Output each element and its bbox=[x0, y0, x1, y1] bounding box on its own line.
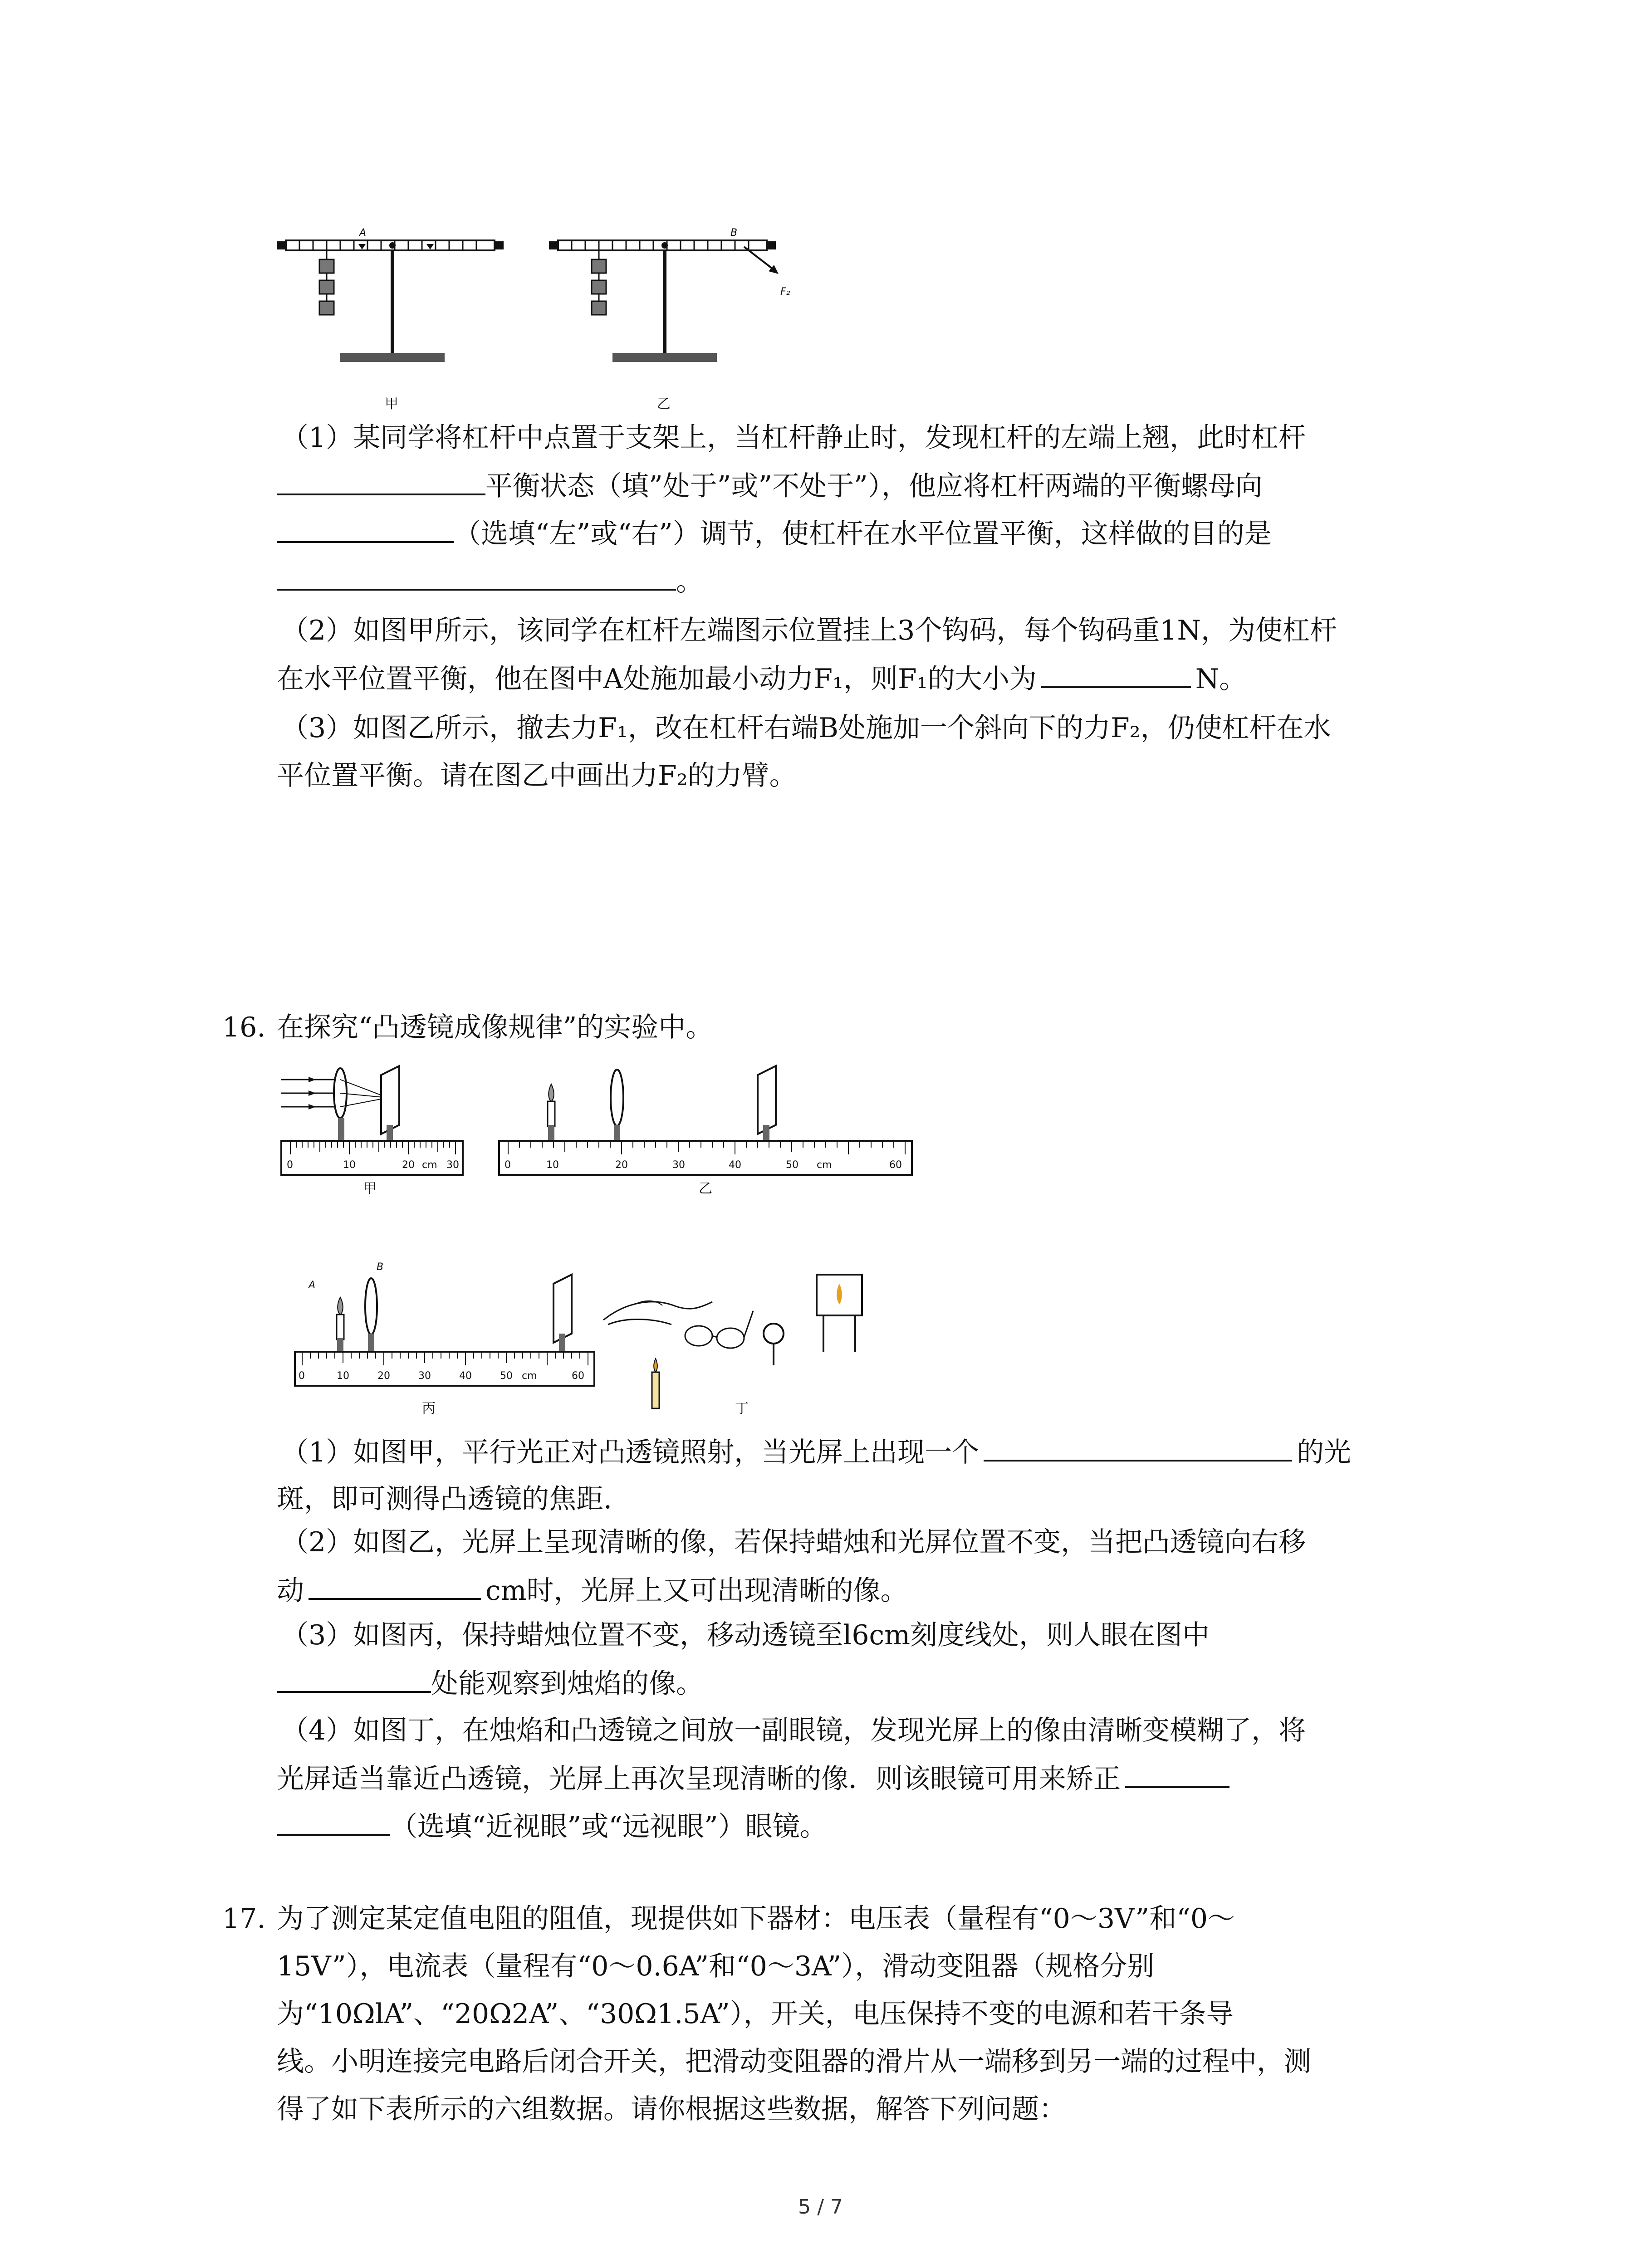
ruler-yi-tick-10: 10 bbox=[546, 1159, 559, 1171]
ruler-bing-tick-10: 10 bbox=[337, 1370, 349, 1382]
q15-part1-line1: （1）某同学将杠杆中点置于支架上，当杠杆静止时，发现杠杆的左端上翘，此时杠杆 bbox=[281, 422, 1306, 454]
q16-part3-line2: 处能观察到烛焰的像。 bbox=[277, 1665, 703, 1702]
q17-line2: 15V”），电流表（量程有“0～0.6A”和“0～3A”），滑动变阻器（规格分别 bbox=[277, 1950, 1155, 1982]
ruler-yi-tick-30: 30 bbox=[672, 1159, 685, 1171]
lever-yi-label: 乙 bbox=[657, 396, 671, 412]
lever-figure bbox=[272, 218, 817, 426]
ruler-jia-unit: cm bbox=[422, 1159, 437, 1171]
lens-ding bbox=[603, 1275, 862, 1417]
lens-yi bbox=[499, 1066, 912, 1197]
q15-part2-line1: （2）如图甲所示，该同学在杠杆左端图示位置挂上3个钩码，每个钩码重1N，为使杠杆 bbox=[281, 615, 1337, 646]
ruler-yi-tick-60: 60 bbox=[889, 1159, 902, 1171]
q17-line1: 为了测定某定值电阻的阻值，现提供如下器材：电压表（量程有“0～3V”和“0～ bbox=[277, 1903, 1235, 1935]
ruler-bing-tick-40: 40 bbox=[459, 1370, 472, 1382]
q16-part1-line1: （1）如图甲，平行光正对凸透镜照射，当光屏上出现一个 的光 bbox=[281, 1433, 1351, 1471]
q16-stem: 在探究“凸透镜成像规律”的实验中。 bbox=[277, 1012, 713, 1043]
lever-yi-point-b: B bbox=[730, 227, 738, 239]
q16-blank-4b[interactable] bbox=[277, 1808, 390, 1836]
ruler-yi-tick-50: 50 bbox=[786, 1159, 798, 1171]
q16-blank-4a[interactable] bbox=[1125, 1760, 1230, 1788]
q15-part1-line4: 。 bbox=[277, 562, 703, 600]
q16-number: 16. bbox=[222, 1012, 266, 1043]
ruler-bing-tick-60: 60 bbox=[572, 1370, 584, 1382]
ruler-yi-tick-40: 40 bbox=[729, 1159, 741, 1171]
q15-blank-3[interactable] bbox=[277, 562, 676, 591]
ruler-bing-tick-50: 50 bbox=[500, 1370, 513, 1382]
lens-bing bbox=[295, 1261, 594, 1417]
q16-blank-1[interactable] bbox=[984, 1433, 1292, 1461]
q16-part2-line1: （2）如图乙，光屏上呈现清晰的像，若保持蜡烛和光屏位置不变，当把凸透镜向右移 bbox=[281, 1526, 1306, 1558]
q15-part3-line1: （3）如图乙所示，撤去力F₁，改在杠杆右端B处施加一个斜向下的力F₂，仍使杠杆在水 bbox=[281, 712, 1331, 744]
ruler-jia-tick-0: 0 bbox=[287, 1159, 293, 1171]
lever-jia-label: 甲 bbox=[385, 396, 398, 412]
lens-ding-label: 丁 bbox=[735, 1401, 749, 1417]
q15-blank-1[interactable] bbox=[277, 467, 485, 495]
q16-blank-3[interactable] bbox=[277, 1665, 431, 1693]
q16-part3-line1: （3）如图丙，保持蜡烛位置不变，移动透镜至l6cm刻度线处，则人眼在图中 bbox=[281, 1619, 1210, 1651]
ruler-yi-unit: cm bbox=[817, 1159, 832, 1171]
ruler-yi-tick-0: 0 bbox=[505, 1159, 511, 1171]
q15-part2-line2: 在水平位置平衡，他在图中A处施加最小动力F₁，则F₁的大小为 N。 bbox=[277, 660, 1246, 697]
q16-part4-line1: （4）如图丁，在烛焰和凸透镜之间放一副眼镜，发现光屏上的像由清晰变模糊了，将 bbox=[281, 1715, 1306, 1746]
q17-line3: 为“10ΩlA”、“20Ω2A”、“30Ω1.5A”），开关，电压保持不变的电源和若干条导 bbox=[277, 1998, 1234, 2030]
lever-jia bbox=[277, 227, 504, 412]
ruler-bing-unit: cm bbox=[522, 1370, 537, 1382]
ruler-bing-tick-20: 20 bbox=[377, 1370, 390, 1382]
lens-yi-label: 乙 bbox=[699, 1181, 712, 1197]
q15-part1-line3: （选填“左”或“右”）调节，使杠杆在水平位置平衡，这样做的目的是 bbox=[277, 515, 1272, 552]
page-number: 5 / 7 bbox=[798, 2195, 843, 2219]
q16-part4-line3: （选填“近视眼”或“远视眼”）眼镜。 bbox=[277, 1808, 827, 1845]
lens-bing-point-b: B bbox=[377, 1261, 384, 1273]
q16-part2-line2: 动 cm时，光屏上又可出现清晰的像。 bbox=[277, 1572, 908, 1609]
q16-blank-2[interactable] bbox=[309, 1572, 481, 1600]
ruler-bing-tick-0: 0 bbox=[299, 1370, 305, 1382]
lens-jia bbox=[281, 1066, 463, 1197]
ruler-bing-tick-30: 30 bbox=[418, 1370, 431, 1382]
lens-figure-top bbox=[272, 1057, 939, 1238]
ruler-jia-tick-10: 10 bbox=[343, 1159, 356, 1171]
ruler-jia-tick-30: 30 bbox=[446, 1159, 459, 1171]
q15-blank-4[interactable] bbox=[1041, 660, 1191, 688]
lever-jia-point-a: A bbox=[359, 227, 367, 239]
lever-yi bbox=[549, 227, 790, 412]
lens-bing-label: 丙 bbox=[422, 1401, 436, 1417]
q17-number: 17. bbox=[222, 1903, 266, 1935]
q17-line4: 线。小明连接完电路后闭合开关，把滑动变阻器的滑片从一端移到另一端的过程中，测 bbox=[277, 2046, 1311, 2077]
q15-part1-line2: 平衡状态（填”处于”或”不处于”），他应将杠杆两端的平衡螺母向 bbox=[277, 467, 1263, 504]
ruler-yi-tick-20: 20 bbox=[615, 1159, 628, 1171]
q16-part1-line2: 斑，即可测得凸透镜的焦距. bbox=[277, 1483, 612, 1515]
lens-figure-bottom bbox=[272, 1256, 876, 1433]
lever-yi-force-f2: F₂ bbox=[780, 286, 790, 298]
q16-part4-line2: 光屏适当靠近凸透镜，光屏上再次呈现清晰的像．则该眼镜可用来矫正 bbox=[277, 1760, 1230, 1797]
ruler-jia-tick-20: 20 bbox=[402, 1159, 415, 1171]
q15-part3-line2: 平位置平衡。请在图乙中画出力F₂的力臂。 bbox=[277, 760, 797, 792]
lens-bing-point-a: A bbox=[309, 1280, 316, 1291]
lens-jia-label: 甲 bbox=[363, 1181, 377, 1197]
q15-blank-2[interactable] bbox=[277, 515, 454, 543]
q17-line5: 得了如下表所示的六组数据。请你根据这些数据，解答下列问题： bbox=[277, 2093, 1066, 2125]
